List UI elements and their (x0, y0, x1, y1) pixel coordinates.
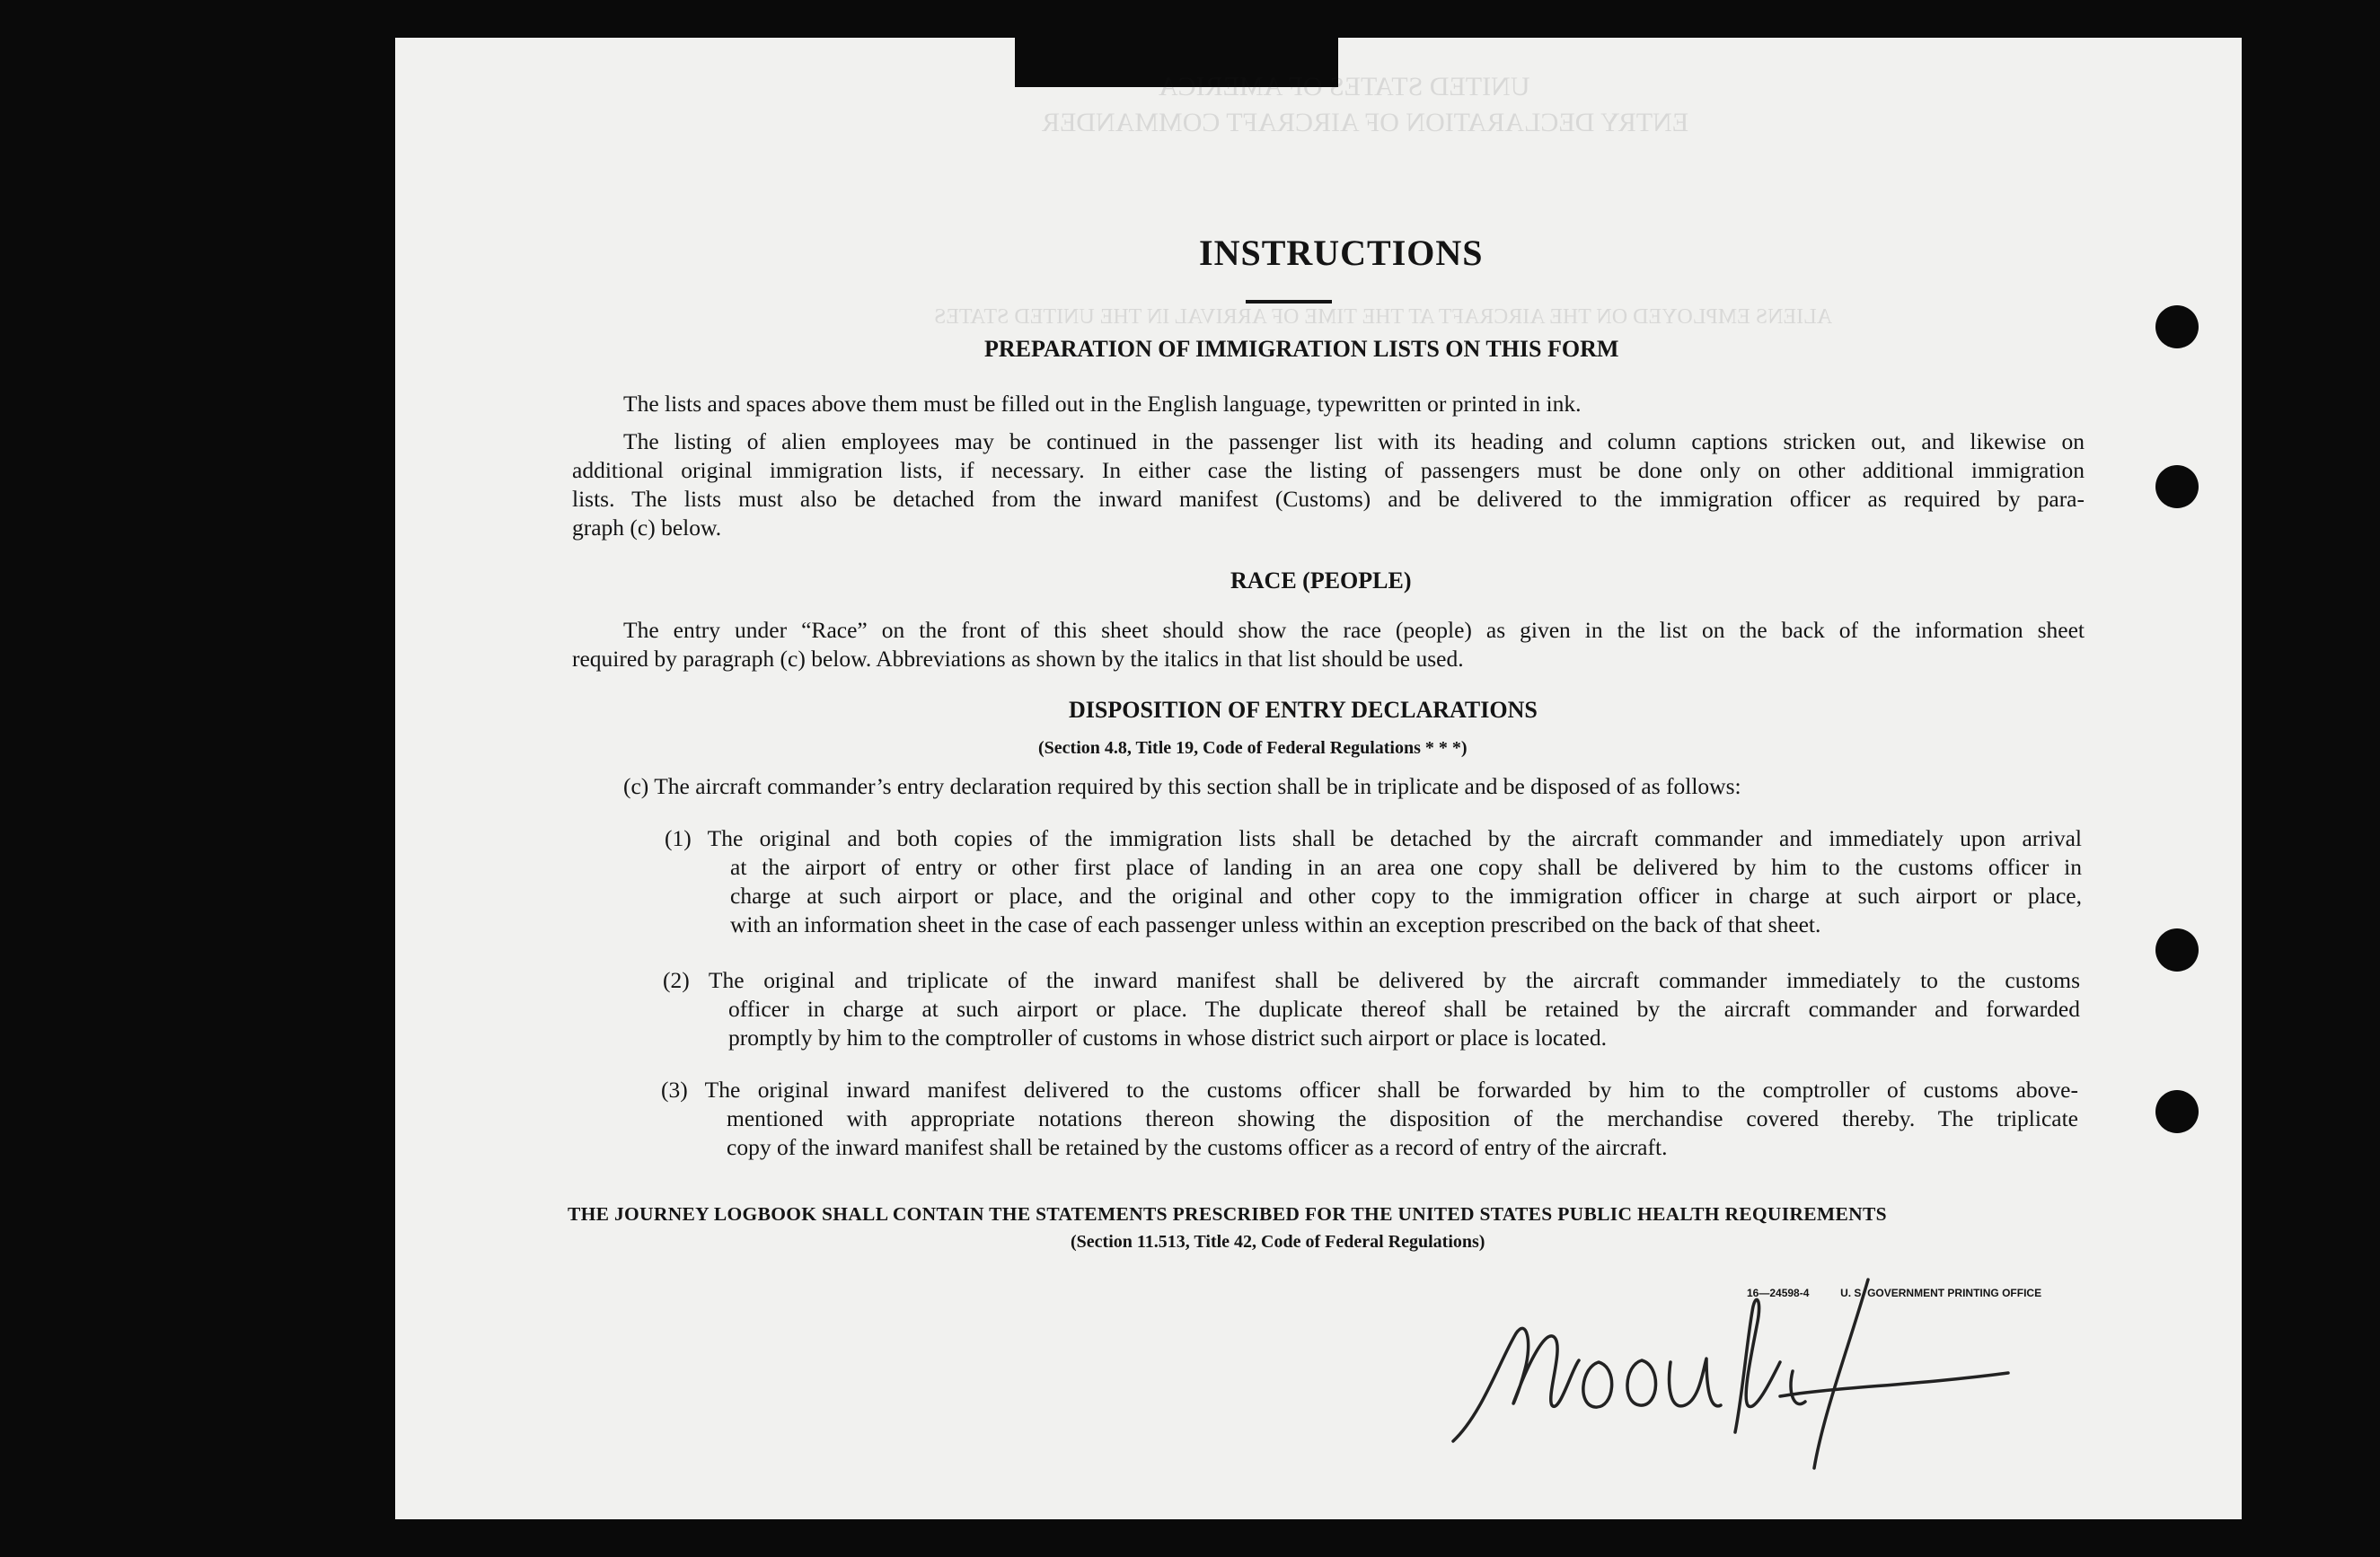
section-heading-preparation: PREPARATION OF IMMIGRATION LISTS ON THIS FORM (984, 336, 1619, 362)
bleed-through: ENTRY DECLARATION OF AIRCRAFT COMMANDER (1042, 108, 1689, 137)
paragraph-race (572, 616, 2085, 673)
section-heading-race: RACE (PEOPLE) (1230, 567, 1412, 594)
page-title: INSTRUCTIONS (1199, 233, 1484, 273)
form-number: 16—24598-4 (1747, 1287, 1810, 1299)
section-citation-disposition: (Section 4.8, Title 19, Code of Federal Regulations * * *) (1038, 738, 1468, 758)
text-line: copy of the inward manifest shall be retained by the customs officer as a record of entry of the aircraft. (727, 1134, 1668, 1160)
text-line: lists. The lists must also be detached from the inward manifest (Customs) and be delivered to the immigration officer as required by para- (572, 486, 2085, 512)
text-line: at the airport of entry or other first place of landing in an area one copy shall be delivered by him to the customs officer in (730, 854, 2082, 880)
section-heading-disposition: DISPOSITION OF ENTRY DECLARATIONS (1069, 697, 1538, 723)
disposition-item-1 (665, 824, 2082, 939)
punch-hole (2155, 465, 2199, 508)
disposition-item-2 (663, 966, 2080, 1052)
punch-hole (2155, 305, 2199, 348)
text-line: (2) The original and triplicate of the inward manifest shall be delivered by the aircraft commander immediately to the customs (663, 967, 2080, 993)
text-line: officer in charge at such airport or place. The duplicate thereof shall be retained by the aircraft commander and forwarded (728, 996, 2080, 1022)
printer-name: U. S. GOVERNMENT PRINTING OFFICE (1840, 1287, 2042, 1299)
bleed-through: ALIENS EMPLOYED ON THE AIRCRAFT AT THE TIME OF ARRIVAL IN THE UNITED STATES (934, 305, 1833, 329)
text-line: required by paragraph (c) below. Abbreviations as shown by the italics in that list should be used. (572, 646, 1464, 672)
title-underline (1246, 300, 1332, 303)
text-line: charge at such airport or place, and the original and other copy to the immigration officer in charge at such airport or place, (730, 883, 2082, 909)
handwritten-signature (1446, 1262, 2012, 1477)
text-line: additional original immigration lists, if necessary. In either case the listing of passengers must be done only on other additional immigration (572, 457, 2085, 483)
text-line: (1) The original and both copies of the immigration lists shall be detached by the aircraft commander and immediately upon arrival (665, 825, 2082, 851)
bleed-through: UNITED STATES OF AMERICA (1159, 72, 1530, 101)
paragraph-disposition-intro: (c) The aircraft commander’s entry declaration required by this section shall be in triplicate and be disposed of as follows: (623, 773, 1741, 799)
text-line: graph (c) below. (572, 515, 722, 541)
text-line: The listing of alien employees may be continued in the passenger list with its heading and column captions stricken out, and likewise on (623, 428, 2085, 454)
paragraph-preparation-1: The lists and spaces above them must be filled out in the English language, typewritten or printed in ink. (623, 391, 1582, 417)
paragraph-preparation-2 (572, 427, 2085, 542)
text-line: (3) The original inward manifest delivered to the customs officer shall be forwarded by him to the comptroller of customs above- (661, 1077, 2078, 1103)
disposition-item-3 (661, 1076, 2078, 1162)
text-line: mentioned with appropriate notations thereon showing the disposition of the merchandise covered thereby. The triplicate (727, 1105, 2078, 1131)
text-line: The entry under “Race” on the front of this sheet should show the race (people) as given in the list on the back of the information sheet (623, 617, 2085, 643)
section-heading-health: THE JOURNEY LOGBOOK SHALL CONTAIN THE STATEMENTS PRESCRIBED FOR THE UNITED STATES PUBLIC HEALTH REQUIREMENTS (568, 1203, 1887, 1225)
punch-hole (2155, 1090, 2199, 1133)
text-line: promptly by him to the comptroller of customs in whose district such airport or place is located. (728, 1025, 1608, 1051)
section-citation-health: (Section 11.513, Title 42, Code of Federal Regulations) (1071, 1232, 1485, 1252)
text-line: with an information sheet in the case of each passenger unless within an exception prescribed on the back of that sheet. (730, 911, 1821, 937)
punch-hole (2155, 928, 2199, 972)
